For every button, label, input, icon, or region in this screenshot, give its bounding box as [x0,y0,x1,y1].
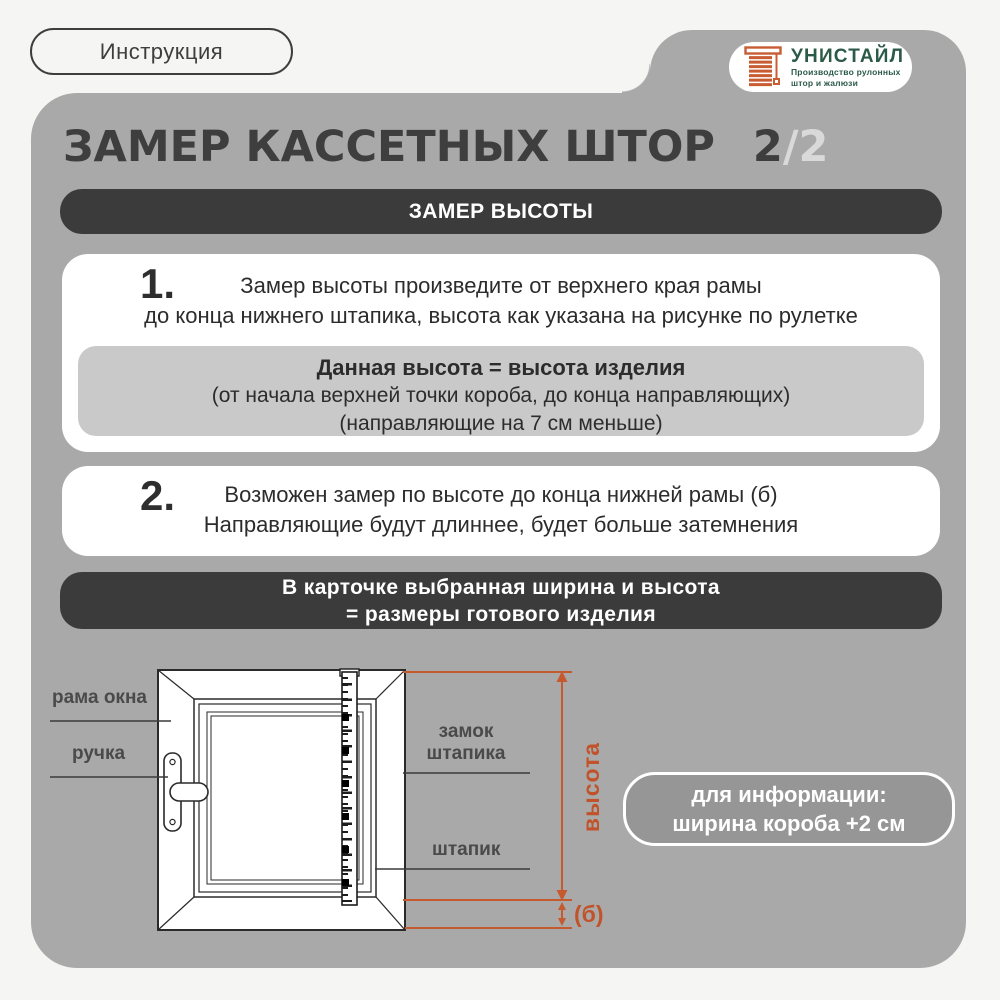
roller-blinds-icon [743,45,783,89]
label-window-frame: рама окна [52,687,147,708]
brand-tagline-line2: штор и жалюзи [791,77,859,88]
section-banner-height [60,189,942,234]
brand-logo-card [729,42,912,92]
info-card-line2: ширина короба +2 см [672,811,906,836]
b-mark-label: (б) [574,901,604,927]
label-bead: штапик [432,839,501,860]
summary-banner-line1: В карточке выбранная ширина и высота [281,575,720,599]
page-indicator-current: 2 [752,122,783,172]
summary-banner-line2: = размеры готового изделия [345,602,657,626]
step-card-2 [62,466,940,556]
label-bead-lock: замок штапика [426,721,506,764]
height-note-line3: (направляющие на 7 см меньше) [339,412,663,435]
page-indicator-total: /2 [782,122,829,172]
height-note-bold: Данная высота = высота изделия [316,355,686,380]
info-card [623,772,955,846]
gray-card-tab-fillet [622,64,650,93]
step-2-number: 2. [140,472,176,519]
page-title: ЗАМЕР КАССЕТНЫХ ШТОР [63,122,715,172]
step-1-text [62,254,940,331]
step-1-number: 1. [140,260,176,307]
step-card-1 [62,254,940,452]
height-note-card [78,346,924,436]
step-1-line2: до конца нижнего штапика, высота как указана на рисунке по рулетке [144,303,858,328]
step-1-line1: Замер высоты произведите от верхнего края рамы [240,273,762,298]
instruction-badge [30,28,293,75]
section-banner-height-label: ЗАМЕР ВЫСОТЫ [408,200,594,223]
step-2-line1: Возможен замер по высоте до конца нижней рамы (б) [224,482,778,507]
info-card-line1: для информации: [691,782,887,807]
title-row [63,122,828,172]
height-note-line2: (от начала верхней точки короба, до конца направляющих) [211,384,791,407]
brand-text-block [791,47,904,87]
instruction-badge-label: Инструкция [99,38,224,64]
brand-name: УНИСТАЙЛ [791,46,905,67]
step-2-line2: Направляющие будут длиннее, будет больше затемнения [203,512,799,537]
label-handle: ручка [72,743,126,764]
step-2-text [62,466,940,540]
summary-banner [60,572,942,629]
brand-tagline-line1: Производство рулонных [791,67,901,77]
height-dimension-label: высота [578,741,604,833]
